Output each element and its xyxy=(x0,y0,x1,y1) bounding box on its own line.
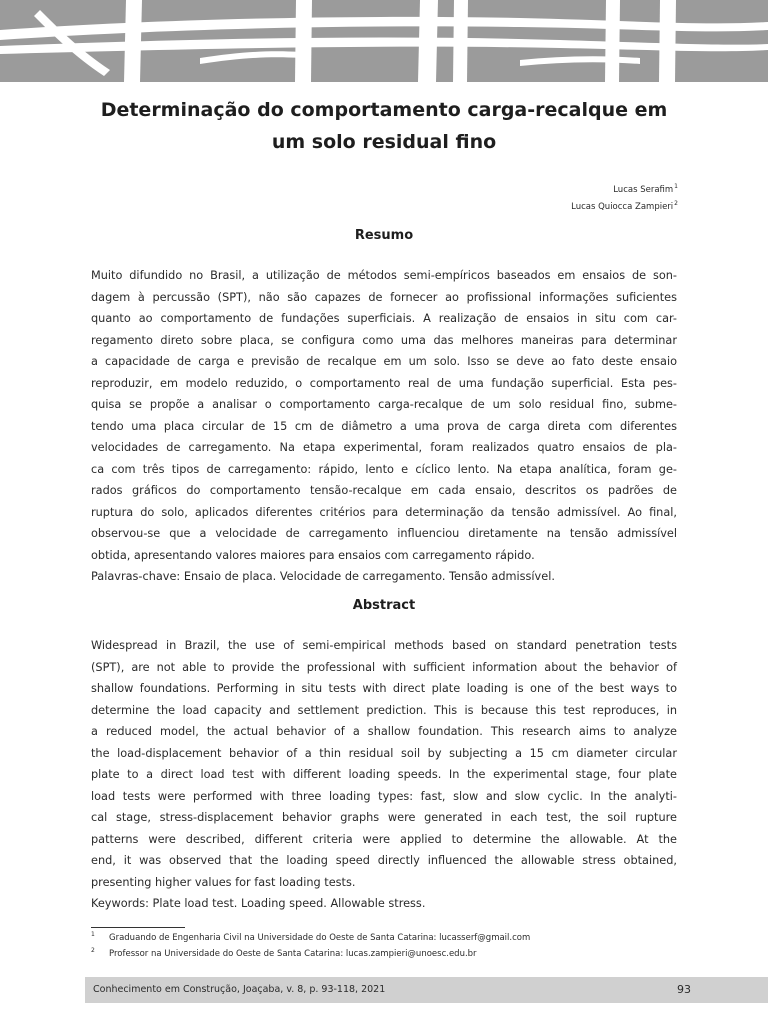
text-line: patterns were described, different criteria were applied to determine the allowable. At the xyxy=(91,832,677,846)
footnote-number: 1 xyxy=(91,931,95,938)
footnote-mark: 2 xyxy=(674,200,678,207)
text-line: rados gráficos do comportamento tensão-recalque em cada ensaio, descritos os padrões de xyxy=(91,484,677,497)
abstract-keywords: Keywords: Plate load test. Loading speed. Allowable stress. xyxy=(91,897,426,910)
paper-title xyxy=(60,94,708,158)
author: Lucas Serafim$^1$ xyxy=(613,183,678,195)
footnote-text: Graduando de Engenharia Civil na Universidade do Oeste de Santa Catarina: lucasserf@gmail.com xyxy=(109,933,531,943)
text-line: tendo uma placa circular de 15 cm de diâmetro a uma prova de carga direta com diferentes xyxy=(91,419,677,433)
footer-bar xyxy=(85,977,768,1003)
resumo-keywords: Palavras-chave: Ensaio de placa. Velocidade de carregamento. Tensão admissível. xyxy=(91,570,555,583)
text-line: a reduced model, the actual behavior of a shallow foundation. This research aims to analyze xyxy=(91,725,677,738)
header-decoration xyxy=(0,0,768,82)
text-line: quisa se propõe a analisar o comportamento carga-recalque de um solo residual fino, subme- xyxy=(91,398,677,411)
author: Lucas Quiocca Zampieri$^2$ xyxy=(571,200,678,212)
abstract-heading: Abstract xyxy=(352,598,416,613)
text-line: observou-se que a velocidade de carregamento influenciou diretamente na tensão admissível xyxy=(91,527,677,540)
text-line: Muito difundido no Brasil, a utilização de métodos semi-empíricos baseados em ensaios de son- xyxy=(91,269,677,282)
text-line: ca com três tipos de carregamento: rápido, lento e cíclico lento. Na etapa analítica, foram ge- xyxy=(91,462,677,476)
journal-citation: Conhecimento em Construção, Joaçaba, v. 8, p. 93-118, 2021 xyxy=(93,984,386,995)
resumo-body xyxy=(91,265,677,588)
text-line: determine the load capacity and settlement prediction. This is because this test reproduces, in xyxy=(91,703,677,717)
text-line: reproduzir, em modelo reduzido, o comportamento real de uma fundação superficial. Esta pes- xyxy=(91,376,677,390)
page-number: 93 xyxy=(677,983,691,996)
text-line: load tests were performed with three loading types: fast, slow and slow cyclic. In the analyti- xyxy=(91,789,677,803)
text-line: obtida, apresentando valores maiores para ensaios com carregamento rápido. xyxy=(91,548,535,562)
text-line: end, it was observed that the loading speed directly influenced the allowable stress obtained, xyxy=(91,854,677,867)
text-line: cal stage, stress-displacement behavior graphs were generated in each test, the soil rupture xyxy=(91,811,677,824)
text-line: velocidades de carregamento. Na etapa experimental, foram realizados quatro ensaios de pla- xyxy=(91,441,677,454)
text-line: ruptura do solo, aplicados diferentes critérios para determinação da tensão admissível. Ao final, xyxy=(91,505,677,519)
text-line: presenting higher values for fast loading tests. xyxy=(91,875,356,889)
footnote xyxy=(91,946,691,962)
text-line: a capacidade de carga e previsão de recalque em um solo. Isso se deve ao fato deste ensaio xyxy=(91,355,677,368)
paper-title-line-1: Determinação do comportamento carga-recalque em xyxy=(100,99,668,121)
text-line: the load-displacement behavior of a thin residual soil by subjecting a 15 cm diameter circular xyxy=(91,746,677,760)
text-line: (SPT), are not able to provide the professional with sufficient information about the behavior of xyxy=(91,660,677,674)
text-line: dagem à percussão (SPT), não são capazes de fornecer ao profissional informações suficientes xyxy=(91,290,677,304)
resumo-heading: Resumo xyxy=(354,228,414,243)
text-line: plate to a direct load test with different loading speeds. In the experimental stage, four plate xyxy=(91,768,677,781)
text-line: quanto ao comportamento de fundações superficiais. A realização de ensaios in situ com car- xyxy=(91,312,677,325)
author-list xyxy=(571,180,678,214)
text-line: shallow foundations. Performing in situ tests with direct plate loading is one of the best ways to xyxy=(91,682,677,695)
footnote xyxy=(91,930,691,946)
abstract-body xyxy=(91,635,677,915)
footnote-text: Professor na Universidade do Oeste de Santa Catarina: lucas.zampieri@unoesc.edu.br xyxy=(109,949,477,959)
text-line: Widespread in Brazil, the use of semi-empirical methods based on standard penetration tests xyxy=(91,639,677,652)
footnote-number: 2 xyxy=(91,947,95,954)
paper-title-line-2: um solo residual fino xyxy=(271,131,497,153)
footnotes xyxy=(91,930,691,962)
footnote-mark: 1 xyxy=(674,183,678,190)
text-line: regamento direto sobre placa, se configura como uma das melhores maneiras para determinar xyxy=(91,333,677,347)
